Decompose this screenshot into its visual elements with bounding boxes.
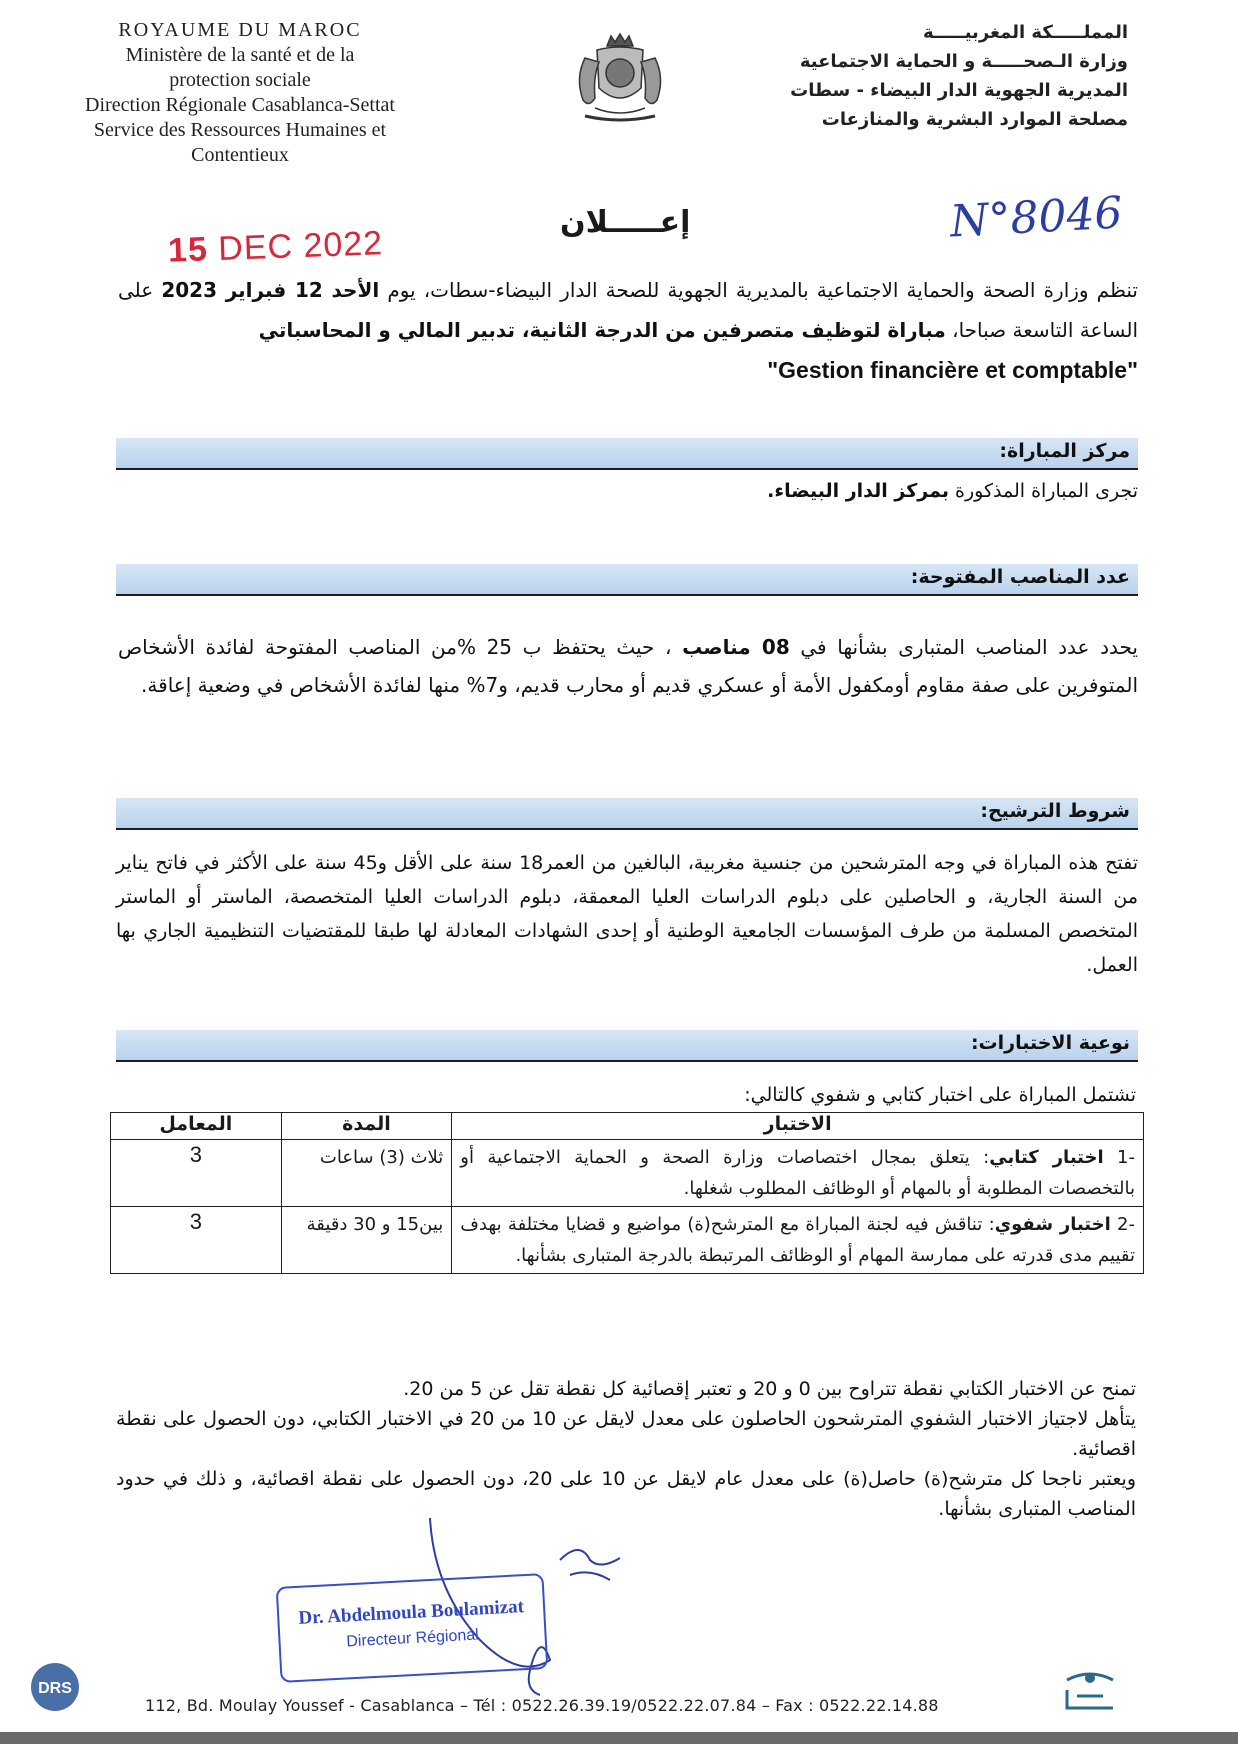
intro-text-2: على الساعة التاسعة صباحا، <box>118 278 1138 342</box>
closing-line-2: يتأهل لاجتياز الاختبار الشفوي المترشحون الحاصلون على معدل لايقل عن 10 من 20 في الاختبار الكتابي، دون الحصول على نقطة اقصائية. <box>116 1408 1137 1460</box>
positions-text-2: ، حيث يحتفظ ب 25 %من المناصب المفتوحة لفائدة الأشخاص المتوفرين على صفة مقاوم أومكفول الأمة أو عسكري قديم أو محارب قديم، و7% منها لفائدة الأشخاص في وضعية إعاقة. <box>118 635 1138 697</box>
written-test-name: اختبار كتابي <box>989 1147 1104 1168</box>
service-line-1-fr: Service des Ressources Humaines et <box>93 119 387 141</box>
center-text: تجرى المباراة المذكورة <box>948 480 1138 502</box>
ministry-line-2-fr: protection sociale <box>169 69 311 91</box>
table-row <box>111 1140 1144 1207</box>
section-heading-conditions: شروط الترشيح: <box>980 800 1130 822</box>
ministry-line-1-fr: Ministère de la santé et de la <box>125 44 355 66</box>
oral-test-cell <box>452 1207 1144 1274</box>
footer-address: 112, Bd. Moulay Youssef - Casablanca – Tél : 0522.26.39.19/0522.22.07.84 – Fax : 0522.22.14.88 <box>145 1696 939 1715</box>
oral-test-desc: : تناقش فيه لجنة المباراة مع المترشح(ة) مواضيع و قضايا مختلفة بهدف تقييم مدى قدرته على ممارسة المهام أو الوظائف المرتبطة بالدرجة المتبارى بشأنها. <box>460 1214 1135 1266</box>
intro-text-1: تنظم وزارة الصحة والحماية الاجتماعية بالمديرية الجهوية للصحة الدار البيضاء-سطات، يوم <box>379 278 1138 302</box>
director-stamp <box>276 1573 549 1683</box>
intro-paragraph <box>118 270 1138 391</box>
positions-text-1: يحدد عدد المناصب المتبارى بشأنها في <box>789 635 1138 659</box>
oral-test-coefficient: 3 <box>111 1207 282 1274</box>
closing-paragraph <box>116 1374 1136 1524</box>
section-heading-positions: عدد المناصب المفتوحة: <box>910 566 1130 588</box>
written-test-cell <box>452 1140 1144 1207</box>
section-bar-tests <box>116 1030 1138 1062</box>
date-stamp-month-year: DEC 2022 <box>217 224 384 268</box>
table-header-row <box>111 1113 1144 1140</box>
ministry-ar: وزارة الـصحـــــة و الحماية الاجتماعية <box>799 51 1128 72</box>
date-stamp-day: 15 <box>167 230 209 270</box>
written-test-duration: ثلاث (3) ساعات <box>281 1140 452 1207</box>
table-row <box>111 1207 1144 1274</box>
section-bar-positions <box>116 564 1138 596</box>
drs-logo-icon <box>26 1660 84 1714</box>
oral-test-name: اختبار شفوي <box>994 1214 1111 1235</box>
handwritten-reference-number: N°8046 <box>948 187 1124 248</box>
section-heading-center: مركز المباراة: <box>999 440 1130 462</box>
section-heading-tests: نوعية الاختبارات: <box>970 1032 1130 1054</box>
closing-line-3: ويعتبر ناجحا كل مترشح(ة) حاصل(ة) على معدل عام لايقل عن 10 على 20، دون الحصول على نقطة اقصائية، و ذلك في حدود المناصب المتبارى بشأنها. <box>116 1468 1136 1520</box>
oral-test-duration: بين15 و 30 دقيقة <box>281 1207 452 1274</box>
row-number: -1 <box>1117 1147 1135 1168</box>
drs-logo-text: DRS <box>38 1680 72 1697</box>
coat-of-arms-icon <box>555 28 685 128</box>
tests-table <box>110 1112 1144 1274</box>
positions-count: 08 مناصب <box>682 635 790 659</box>
written-test-desc: : يتعلق بمجال اختصاصات وزارة الصحة و الحماية الاجتماعية أو بالتخصصات المطلوبة أو بالمهام أو الوظائف المطلوب شغلها. <box>460 1147 1135 1199</box>
announcement-title: إعـــــلان <box>560 205 691 240</box>
center-paragraph <box>118 474 1138 508</box>
section-bar-center <box>116 438 1138 470</box>
country-name-ar: المملـــــكة المغربيـــــة <box>923 22 1128 43</box>
section-bar-conditions <box>116 798 1138 830</box>
service-ar: مصلحة الموارد البشرية والمنازعات <box>821 109 1128 130</box>
header-french <box>50 18 430 168</box>
conditions-paragraph: تفتح هذه المباراة في وجه المترشحين من جنسية مغربية، البالغين من العمر18 سنة على الأقل و45 سنة على الأكثر في فاتح يناير من السنة الجارية، و الحاصلين على دبلوم الدراسات العليا المعمقة، دبلوم الدراسات العليا المتخصصة، الماستر أو الماستر المتخصص المسلمة من طرف المؤسسات الجامعية الوطنية أو إحدى الشهادات المعادلة لها طبقا للمقتضيات التنظيمية الجاري بها العمل. <box>116 852 1138 976</box>
service-line-2-fr: Contentieux <box>191 144 289 166</box>
stamp-name: Dr. Abdelmoula Boulamizat <box>297 1596 525 1629</box>
direction-fr: Direction Régionale Casablanca-Settat <box>85 94 395 116</box>
positions-paragraph <box>118 628 1138 704</box>
intro-contest-title: مباراة لتوظيف متصرفين من الدرجة الثانية، تدبير المالي و المحاسباتي <box>258 318 946 342</box>
header-duration: المدة <box>281 1113 452 1140</box>
date-stamp <box>167 224 383 270</box>
closing-line-1: تمنح عن الاختبار الكتابي نقطة تتراوح بين 0 و 20 و تعتبر إقصائية كل نقطة تقل عن 5 من 20. <box>403 1378 1136 1400</box>
header-coefficient: المعامل <box>111 1113 282 1140</box>
written-test-coefficient: 3 <box>111 1140 282 1207</box>
header-test: الاختبار <box>452 1113 1144 1140</box>
center-location: بمركز الدار البيضاء. <box>767 480 949 502</box>
intro-date: الأحد 12 فبراير 2023 <box>161 278 380 302</box>
ministry-logo-icon <box>1055 1660 1125 1720</box>
country-name-fr: ROYAUME DU MAROC <box>118 19 362 41</box>
direction-ar: المديرية الجهوية الدار البيضاء - سطات <box>790 80 1128 101</box>
intro-french-title: "Gestion financière et comptable" <box>767 357 1138 383</box>
row-number: -2 <box>1117 1214 1135 1235</box>
stamp-title: Directeur Régional <box>345 1626 480 1651</box>
tests-intro: تشتمل المباراة على اختبار كتابي و شفوي كالتالي: <box>744 1084 1136 1106</box>
bottom-scan-edge <box>0 1732 1238 1744</box>
header-arabic <box>708 18 1128 134</box>
